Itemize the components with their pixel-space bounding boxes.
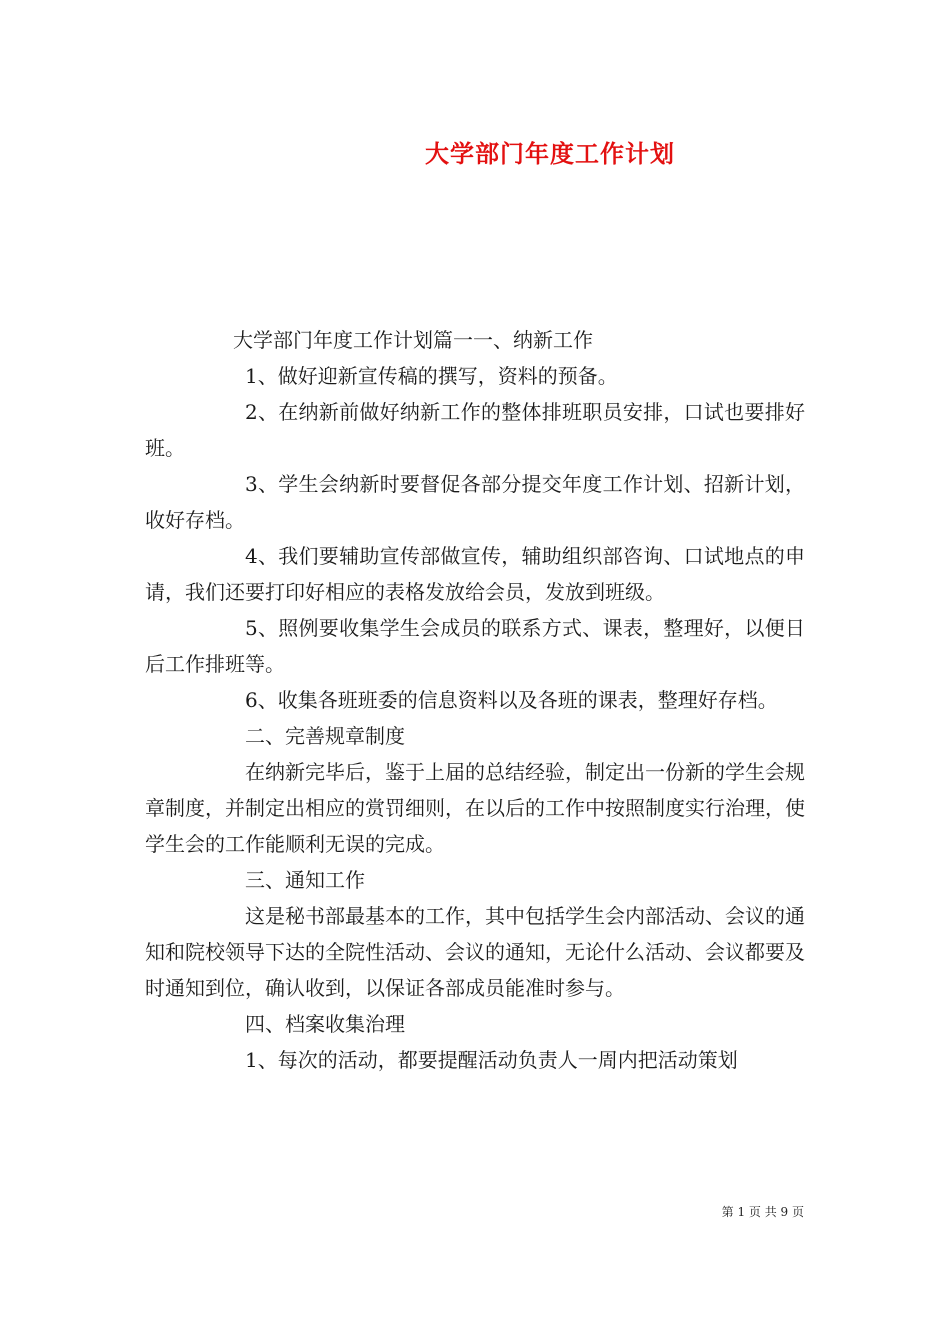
paragraph-item-2: 2、在纳新前做好纳新工作的整体排班职员安排，口试也要排好班。	[145, 400, 805, 460]
paragraph-item-1: 1、做好迎新宣传稿的撰写，资料的预备。	[245, 364, 618, 388]
paragraph-rules: 在纳新完毕后，鉴于上届的总结经验，制定出一份新的学生会规章制度，并制定出相应的赏罚细则，在以后的工作中按照制度实行治理，使学生会的工作能顺利无误的完成。	[145, 760, 805, 856]
section-heading-4: 四、档案收集治理	[245, 1012, 405, 1036]
paragraph-item-4: 4、我们要辅助宣传部做宣传，辅助组织部咨询、口试地点的申请，我们还要打印好相应的表格发放给会员，发放到班级。	[145, 544, 805, 604]
section-heading-3: 三、通知工作	[245, 868, 365, 892]
paragraph-notice: 这是秘书部最基本的工作，其中包括学生会内部活动、会议的通知和院校领导下达的全院性活动、会议的通知，无论什么活动、会议都要及时通知到位，确认收到，以保证各部成员能准时参与。	[145, 904, 805, 1000]
page-footer: 第 1 页 共 9 页	[721, 1205, 804, 1219]
document-title: 大学部门年度工作计划	[425, 139, 675, 168]
paragraph-intro: 大学部门年度工作计划篇一一、纳新工作	[233, 328, 593, 352]
paragraph-item-5: 5、照例要收集学生会成员的联系方式、课表，整理好，以便日后工作排班等。	[145, 616, 805, 676]
paragraph-item-6: 6、收集各班班委的信息资料以及各班的课表，整理好存档。	[245, 688, 778, 712]
document-body	[145, 322, 805, 1078]
paragraph-archive-1: 1、每次的活动，都要提醒活动负责人一周内把活动策划	[245, 1048, 738, 1072]
section-heading-2: 二、完善规章制度	[245, 724, 405, 748]
paragraph-item-3: 3、学生会纳新时要督促各部分提交年度工作计划、招新计划，收好存档。	[145, 472, 805, 532]
